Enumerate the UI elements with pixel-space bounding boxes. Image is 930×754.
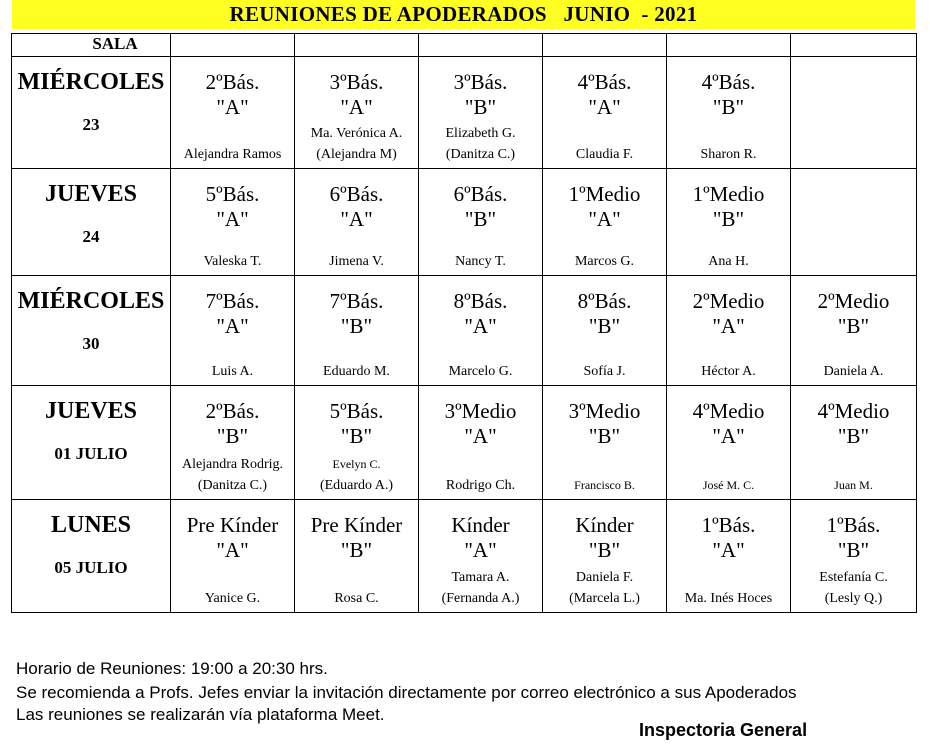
day-date: 24: [82, 227, 100, 246]
meeting-cell: [543, 386, 667, 500]
day-row: [12, 276, 917, 386]
course-section: "B": [712, 207, 745, 231]
course-name: 5ºBás.: [329, 399, 384, 423]
course-section: "B": [340, 538, 373, 562]
meeting-cell: [295, 386, 419, 500]
meeting-cell: [543, 276, 667, 386]
course-name: Pre Kínder: [310, 513, 403, 537]
course-name: 8ºBás.: [577, 289, 632, 313]
day-cell: [12, 386, 171, 500]
course-section: "A": [712, 424, 745, 448]
course-section: "A": [464, 314, 497, 338]
teacher-name: Nancy T.: [455, 254, 506, 269]
meeting-cell: [419, 57, 543, 169]
header-cell: [419, 34, 543, 57]
sala-header: SALA: [12, 34, 171, 57]
course-name: 2ºBás.: [205, 70, 260, 94]
course-section: "B": [837, 314, 870, 338]
teacher-name: Eduardo M.: [323, 364, 390, 379]
teacher-name: José M. C.: [702, 478, 755, 492]
teacher-name: Jimena V.: [329, 254, 384, 269]
course-section: "A": [464, 424, 497, 448]
course-name: 7ºBás.: [329, 289, 384, 313]
meeting-cell: [171, 169, 295, 276]
teacher-name: Marcelo G.: [448, 364, 513, 379]
day-name: MIÉRCOLES: [17, 69, 165, 95]
meeting-cell: [419, 276, 543, 386]
teacher-name: (Danitza C.): [445, 147, 516, 162]
course-name: 2ºBás.: [205, 399, 260, 423]
course-name: 8ºBás.: [453, 289, 508, 313]
teacher-name: Rosa C.: [334, 591, 379, 606]
header-row: [12, 34, 917, 57]
day-cell: [12, 500, 171, 613]
meeting-cell: [295, 57, 419, 169]
meeting-cell: [791, 500, 917, 613]
day-date: 01 JULIO: [54, 444, 128, 463]
meeting-cell: [667, 57, 791, 169]
meeting-cell: [171, 57, 295, 169]
header-cell: [667, 34, 791, 57]
teacher-name: (Fernanda A.): [441, 591, 520, 606]
teacher-name: (Alejandra M): [316, 147, 397, 162]
course-name: 3ºBás.: [329, 70, 384, 94]
meeting-cell: [295, 276, 419, 386]
course-section: "B": [588, 314, 621, 338]
teacher-name: Ana H.: [708, 254, 749, 269]
day-date: 23: [82, 115, 100, 134]
teacher-name: Ma. Verónica A.: [310, 126, 403, 141]
day-name: JUEVES: [44, 398, 138, 424]
course-section: "B": [464, 95, 497, 119]
meeting-cell: [419, 386, 543, 500]
course-name: 3ºBás.: [453, 70, 508, 94]
course-name: 7ºBás.: [205, 289, 260, 313]
teacher-name: Evelyn C.: [332, 457, 381, 471]
course-name: 4ºBás.: [701, 70, 756, 94]
course-name: 5ºBás.: [205, 182, 260, 206]
teacher-name: Juan M.: [834, 478, 873, 492]
page-title: REUNIONES DE APODERADOS JUNIO - 2021: [12, 0, 915, 29]
meeting-cell: [419, 169, 543, 276]
cell-divider-mark: [418, 400, 419, 428]
teacher-name: Daniela F.: [575, 570, 634, 585]
course-section: "B": [588, 424, 621, 448]
teacher-name: Elizabeth G.: [445, 126, 516, 141]
teacher-name: (Marcela L.): [569, 591, 640, 606]
header-cell: [295, 34, 419, 57]
course-section: "A": [216, 207, 249, 231]
day-cell: [12, 169, 171, 276]
teacher-name: Luis A.: [211, 364, 254, 379]
teacher-name: Yanice G.: [204, 591, 261, 606]
course-name: 3ºMedio: [568, 399, 641, 423]
course-name: 2ºMedio: [817, 289, 890, 313]
day-name: MIÉRCOLES: [17, 288, 165, 314]
meeting-cell: [791, 169, 917, 276]
meeting-cell: [171, 276, 295, 386]
header-cell: [791, 34, 917, 57]
course-section: "B": [588, 538, 621, 562]
course-name: Kínder: [575, 513, 634, 537]
course-section: "B": [712, 95, 745, 119]
meeting-cell: [667, 386, 791, 500]
teacher-name: Valeska T.: [203, 254, 262, 269]
course-name: 1ºBás.: [826, 513, 881, 537]
meeting-cell: [791, 386, 917, 500]
course-name: 4ºMedio: [817, 399, 890, 423]
footer-invitation-note: Se recomienda a Profs. Jefes enviar la invitación directamente por correo electrónico a sus Apoderados: [16, 683, 797, 702]
course-section: "A": [216, 314, 249, 338]
header-cell: [171, 34, 295, 57]
course-section: "B": [837, 424, 870, 448]
course-name: 1ºBás.: [701, 513, 756, 537]
meeting-cell: [791, 57, 917, 169]
teacher-name: Marcos G.: [574, 254, 635, 269]
teacher-name: Ma. Inés Hoces: [684, 591, 773, 606]
teacher-name: Alejandra Rodrig.: [181, 457, 284, 472]
course-section: "A": [216, 95, 249, 119]
teacher-name: (Eduardo A.): [319, 478, 394, 493]
day-row: [12, 386, 917, 500]
meeting-cell: [667, 169, 791, 276]
meeting-cell: [667, 500, 791, 613]
teacher-name: Francisco B.: [574, 478, 635, 492]
teacher-name: Tamara A.: [451, 570, 510, 585]
course-section: "A": [588, 95, 621, 119]
course-section: "A": [340, 207, 373, 231]
schedule-table: [11, 33, 917, 613]
meeting-cell: [543, 500, 667, 613]
course-section: "A": [712, 314, 745, 338]
day-date: 30: [82, 334, 100, 353]
day-row: [12, 500, 917, 613]
course-name: 3ºMedio: [444, 399, 517, 423]
header-cell: [543, 34, 667, 57]
course-name: 6ºBás.: [329, 182, 384, 206]
course-section: "A": [340, 95, 373, 119]
course-section: "B": [340, 424, 373, 448]
teacher-name: Sofía J.: [583, 364, 626, 379]
course-name: 4ºBás.: [577, 70, 632, 94]
day-row: [12, 169, 917, 276]
meeting-cell: [295, 500, 419, 613]
course-name: 4ºMedio: [692, 399, 765, 423]
meeting-cell: [295, 169, 419, 276]
signature: Inspectoria General: [639, 720, 808, 740]
course-name: 1ºMedio: [568, 182, 641, 206]
footer-platform-note: Las reuniones se realizarán vía plataforma Meet.: [16, 705, 385, 724]
teacher-name: Estefanía C.: [819, 570, 888, 585]
course-section: "B": [216, 424, 249, 448]
teacher-name: Alejandra Ramos: [183, 147, 282, 162]
course-section: "A": [464, 538, 497, 562]
course-section: "A": [216, 538, 249, 562]
teacher-name: Héctor A.: [701, 364, 756, 379]
day-cell: [12, 276, 171, 386]
teacher-name: Sharon R.: [700, 147, 757, 162]
day-date: 05 JULIO: [54, 558, 128, 577]
teacher-name: Daniela A.: [823, 364, 884, 379]
meeting-cell: [419, 500, 543, 613]
meeting-cell: [171, 386, 295, 500]
course-name: 1ºMedio: [692, 182, 765, 206]
teacher-name: (Danitza C.): [197, 478, 268, 493]
course-section: "B": [837, 538, 870, 562]
meeting-cell: [543, 57, 667, 169]
meeting-cell: [171, 500, 295, 613]
course-section: "A": [712, 538, 745, 562]
course-name: Pre Kínder: [186, 513, 279, 537]
course-section: "B": [340, 314, 373, 338]
teacher-name: Claudia F.: [575, 147, 634, 162]
meeting-cell: [543, 169, 667, 276]
day-row: [12, 57, 917, 169]
course-section: "A": [588, 207, 621, 231]
day-name: JUEVES: [44, 181, 138, 207]
meeting-cell: [667, 276, 791, 386]
meeting-cell: [791, 276, 917, 386]
day-name: LUNES: [50, 512, 132, 538]
course-name: 6ºBás.: [453, 182, 508, 206]
teacher-name: Rodrigo Ch.: [445, 478, 516, 493]
teacher-name: (Lesly Q.): [824, 591, 883, 606]
course-name: Kínder: [451, 513, 510, 537]
course-section: "B": [464, 207, 497, 231]
footer-schedule-hours: Horario de Reuniones: 19:00 a 20:30 hrs.: [16, 659, 328, 678]
day-cell: [12, 57, 171, 169]
course-name: 2ºMedio: [692, 289, 765, 313]
